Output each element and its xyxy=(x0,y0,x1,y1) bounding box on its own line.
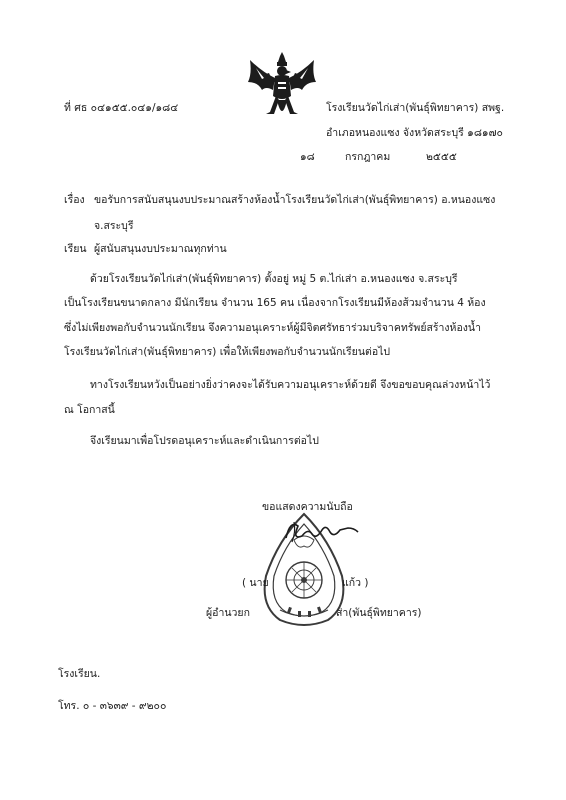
paragraph-1-line-2: เป็นโรงเรียนขนาดกลาง มีนักเรียน จำนวน 165 คน เนื่องจากโรงเรียนมีห้องส้วมจำนวน 4 ห้อง xyxy=(64,297,486,309)
footer-department: โรงเรียน. xyxy=(58,668,101,680)
paragraph-3-line-1: จึงเรียนมาเพื่อโปรดอนุเคราะห์และดำเนินการต่อไป xyxy=(90,435,319,447)
garuda-emblem-icon xyxy=(244,52,320,124)
paragraph-2-line-2: ณ โอกาสนี้ xyxy=(64,404,115,416)
recipient-label: เรียน xyxy=(64,243,87,255)
school-address: อำเภอหนองแซง จังหวัดสระบุรี ๑๘๑๗๐ xyxy=(326,127,503,139)
signer-name-right: แก้ว ) xyxy=(342,577,369,589)
recipient-value: ผู้สนับสนุนงบประมาณทุกท่าน xyxy=(94,243,227,255)
subject-line-1: ขอรับการสนับสนุนงบประมาณสร้างห้องน้ำโรงเรียนวัดไก่เส่า(พันธุ์พิทยาคาร) อ.หนองแซง xyxy=(94,194,496,206)
reference-number: ที่ ศธ ๐๔๑๕๕.๐๔๑/๑๘๔ xyxy=(64,102,179,114)
school-name: โรงเรียนวัดไก่เส่า(พันธุ์พิทยาคาร) สพฐ. xyxy=(326,102,505,114)
date-month: กรกฎาคม xyxy=(345,151,391,163)
subject-label: เรื่อง xyxy=(64,194,85,206)
closing-regards: ขอแสดงความนับถือ xyxy=(262,501,353,513)
paragraph-1-line-3: ซึ่งไม่เพียงพอกับจำนวนนักเรียน จึงความอนุเคราะห์ผู้มีจิตศรัทธาร่วมบริจาคทรัพย์สร้างห้องน้ำ xyxy=(64,322,481,334)
signer-name-left: ( นาย xyxy=(242,577,269,589)
signature-icon xyxy=(282,516,362,546)
signer-position-tail: ส่า(พันธุ์พิทยาคาร) xyxy=(336,607,422,619)
subject-line-2: จ.สระบุรี xyxy=(94,220,134,232)
footer-phone: โทร. ๐ - ๓๖๓๙ - ๙๒๐๐ xyxy=(58,700,167,712)
paragraph-1-line-4: โรงเรียนวัดไก่เส่า(พันธุ์พิทยาคาร) เพื่อให้เพียงพอกับจำนวนนักเรียนต่อไป xyxy=(64,346,391,358)
paragraph-1-line-1: ด้วยโรงเรียนวัดไก่เส่า(พันธุ์พิทยาคาร) ตั้งอยู่ หมู่ 5 ต.ไก่เส่า อ.หนองแซง จ.สระบุรี xyxy=(90,273,458,285)
date-day: ๑๘ xyxy=(300,151,315,163)
paragraph-2-line-1: ทางโรงเรียนหวังเป็นอย่างยิ่งว่าคงจะได้รับความอนุเคราะห์ด้วยดี จึงขอขอบคุณล่วงหน้าไว้ xyxy=(90,379,491,391)
date-year: ๒๕๕๕ xyxy=(426,151,457,163)
signer-position: ผู้อำนวยก xyxy=(206,607,250,619)
